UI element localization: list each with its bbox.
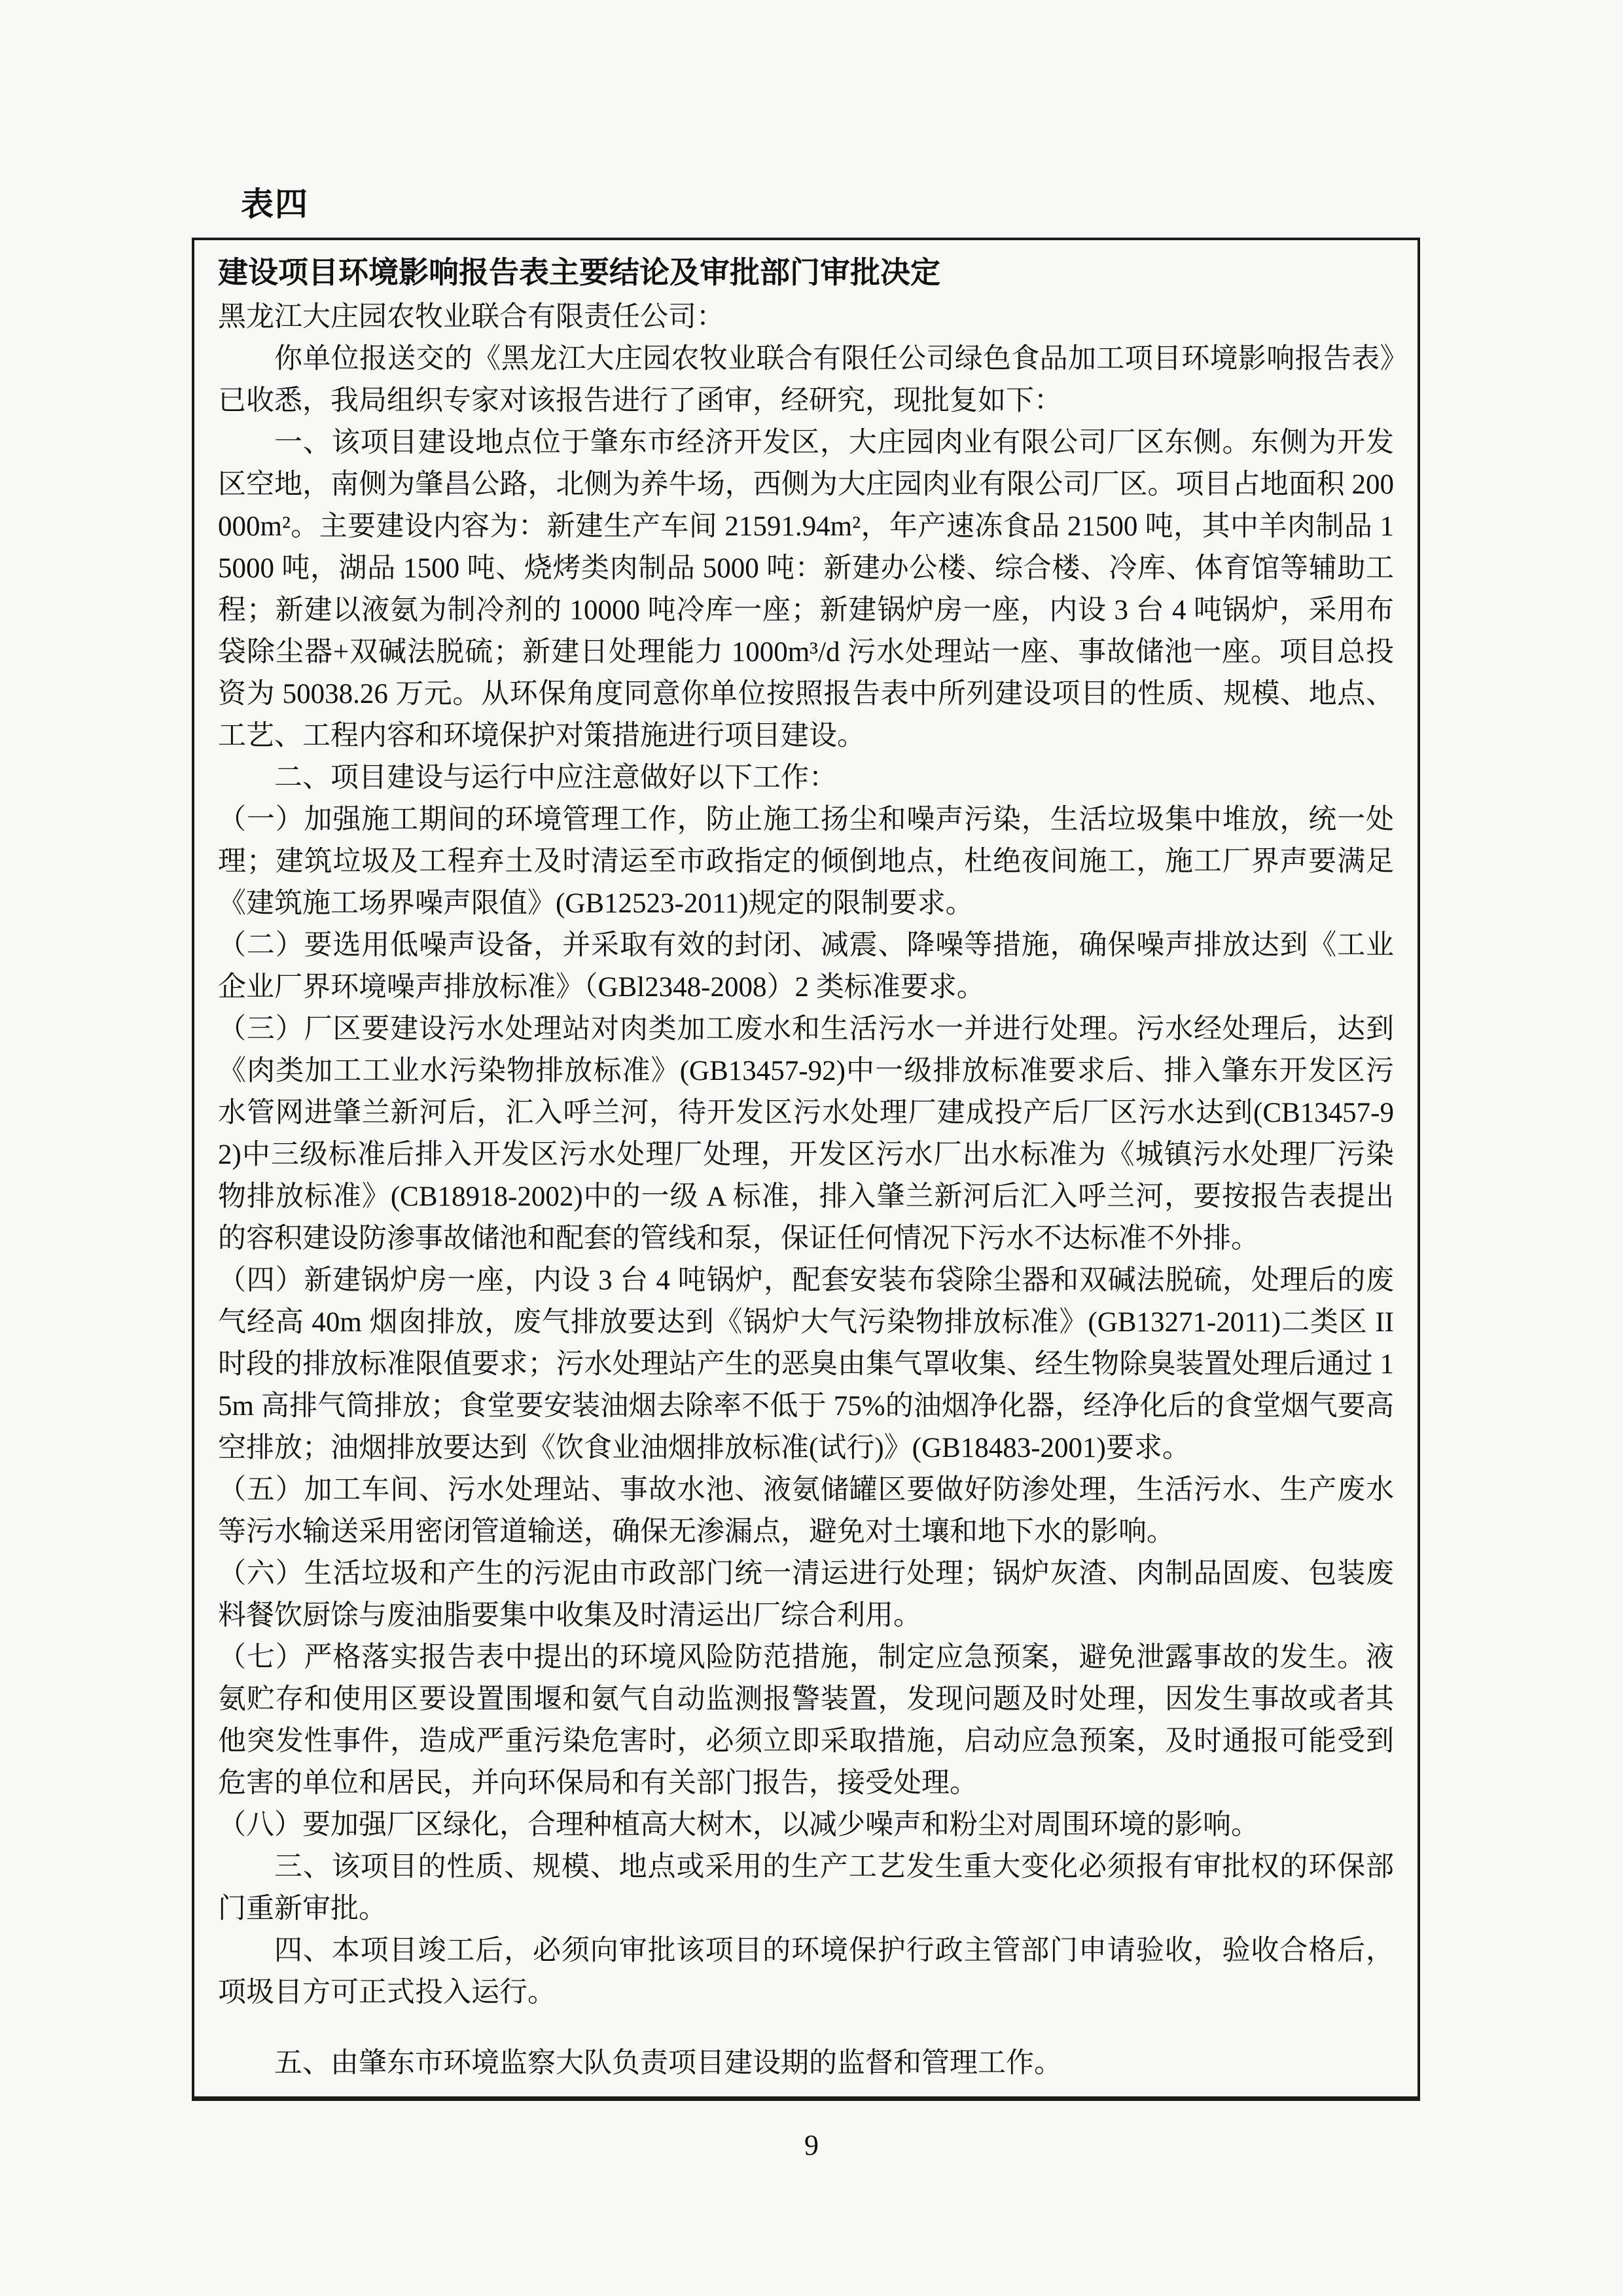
paragraph-sub-2: （二）要选用低噪声设备，并采取有效的封闭、减震、降噪等措施，确保噪声排放达到《工业企业厂界环境噪声排放标准》（GBl2348-2008）2 类标准要求。 — [218, 930, 1394, 1003]
table-title: 建设项目环境影响报告表主要结论及审批部门审批决定 — [218, 256, 940, 289]
paragraph-sub-7: （七）严格落实报告表中提出的环境风险防范措施，制定应急预案，避免泄露事故的发生。液氨贮存和使用区要设置围堰和氨气自动监测报警装置，发现问题及时处理，因发生事故或者其他突发性事件，造成严重污染危害时，必须立即采取措施，启动应急预案，及时通报可能受到危害的单位和居民，并向环保局和有关部门报告，接受处理。 — [218, 1642, 1394, 1799]
paragraph-sub-1: （一）加强施工期间的环境管理工作，防止施工扬尘和噪声污染，生活垃圾集中堆放，统一处理；建筑垃圾及工程弃土及时清运至市政指定的倾倒地点，杜绝夜间施工，施工厂界声要满足《建筑施工场界噪声限值》(GB12523-2011)规定的限制要求。 — [218, 804, 1394, 919]
paragraph-addressee: 黑龙江大庄园农牧业联合有限责任公司： — [218, 302, 724, 332]
paragraph-item-4: 四、本项目竣工后，必须向审批该项目的环境保护行政主管部门申请验收，验收合格后，项圾目方可正式投入运行。 — [218, 1935, 1394, 2008]
paragraph-item-1: 一、该项目建设地点位于肇东市经济开发区，大庄园肉业有限公司厂区东侧。东侧为开发区空地，南侧为肇昌公路，北侧为养牛场，西侧为大庄园肉业有限公司厂区。项目占地面积 200000m²。主要建设内容为：新建生产车间 21591.94m²，年产速冻食品 21500 吨，其中羊肉制品 15000 吨，湖品 1500 吨、烧烤类肉制品 5000 吨：新建办公楼、综合楼、冷库、体育馆等辅助工程；新建以液氨为制冷剂的 10000 吨冷库一座；新建锅炉房一座，内设 3 台 4 吨锅炉，采用布袋除尘器+双碱法脱硫；新建日处理能力 1000m³/d 污水处理站一座、事故储池一座。项目总投资为 50038.26 万元。从环保角度同意你单位按照报告表中所列建设项目的性质、规模、地点、工艺、工程内容和环境保护对策措施进行项目建设。 — [218, 427, 1394, 751]
paragraph-sub-8: （八）要加强厂区绿化，合理种植高大树木，以减少噪声和粉尘对周围环境的影响。 — [218, 1810, 1259, 1840]
paragraph-sub-4: （四）新建锅炉房一座，内设 3 台 4 吨锅炉，配套安装布袋除尘器和双碱法脱硫，处理后的废气经高 40m 烟囱排放，废气排放要达到《锅炉大气污染物排放标准》(GB13271-2011)二类区 II 时段的排放标准限值要求；污水处理站产生的恶臭由集气罩收集、经生物除臭装置处理后通过 15m 高排气筒排放；食堂要安装油烟去除率不低于 75%的油烟净化器，经净化后的食堂烟气要高空排放；油烟排放要达到《饮食业油烟排放标准(试行)》(GB18483-2001)要求。 — [218, 1265, 1394, 1463]
approval-table — [192, 238, 1420, 2101]
paragraph-intro: 你单位报送交的《黑龙江大庄园农牧业联合有限任公司绿色食品加工项目环境影响报告表》已收悉，我局组织专家对该报告进行了函审，经研究，现批复如下： — [218, 344, 1394, 416]
paragraph-item-5: 五、由肇东市环境监察大队负责项目建设期的监督和管理工作。 — [274, 2048, 1062, 2079]
paragraph-item-3: 三、该项目的性质、规模、地点或采用的生产工艺发生重大变化必须报有审批权的环保部门重新审批。 — [218, 1852, 1394, 1924]
table-number-label: 表四 — [241, 186, 309, 223]
paragraph-sub-5: （五）加工车间、污水处理站、事故水池、液氨储罐区要做好防渗处理，生活污水、生产废水等污水输送采用密闭管道输送，确保无渗漏点，避免对土壤和地下水的影响。 — [218, 1475, 1394, 1547]
paragraph-item-2: 二、项目建设与运行中应注意做好以下工作： — [274, 762, 837, 793]
paragraph-sub-3: （三）厂区要建设污水处理站对肉类加工废水和生活污水一并进行处理。污水经处理后，达到《肉类加工工业水污染物排放标准》(GB13457-92)中一级排放标准要求后、排入肇东开发区污水管网进肇兰新河后，汇入呼兰河，待开发区污水处理厂建成投产后厂区污水达到(CB13457-92)中三级标准后排入开发区污水处理厂处理，开发区污水厂出水标准为《城镇污水处理厂污染物排放标准》(CB18918-2002)中的一级 A 标准，排入肇兰新河后汇入呼兰河，要按报告表提出的容积建设防渗事故储池和配套的管线和泵，保证任何情况下污水不达标准不外排。 — [218, 1014, 1394, 1254]
paragraph-sub-6: （六）生活垃圾和产生的污泥由市政部门统一清运进行处理；锅炉灰渣、肉制品固废、包装废料餐饮厨馀与废油脂要集中收集及时清运出厂综合利用。 — [218, 1558, 1394, 1631]
page-number: 9 — [804, 2129, 819, 2161]
